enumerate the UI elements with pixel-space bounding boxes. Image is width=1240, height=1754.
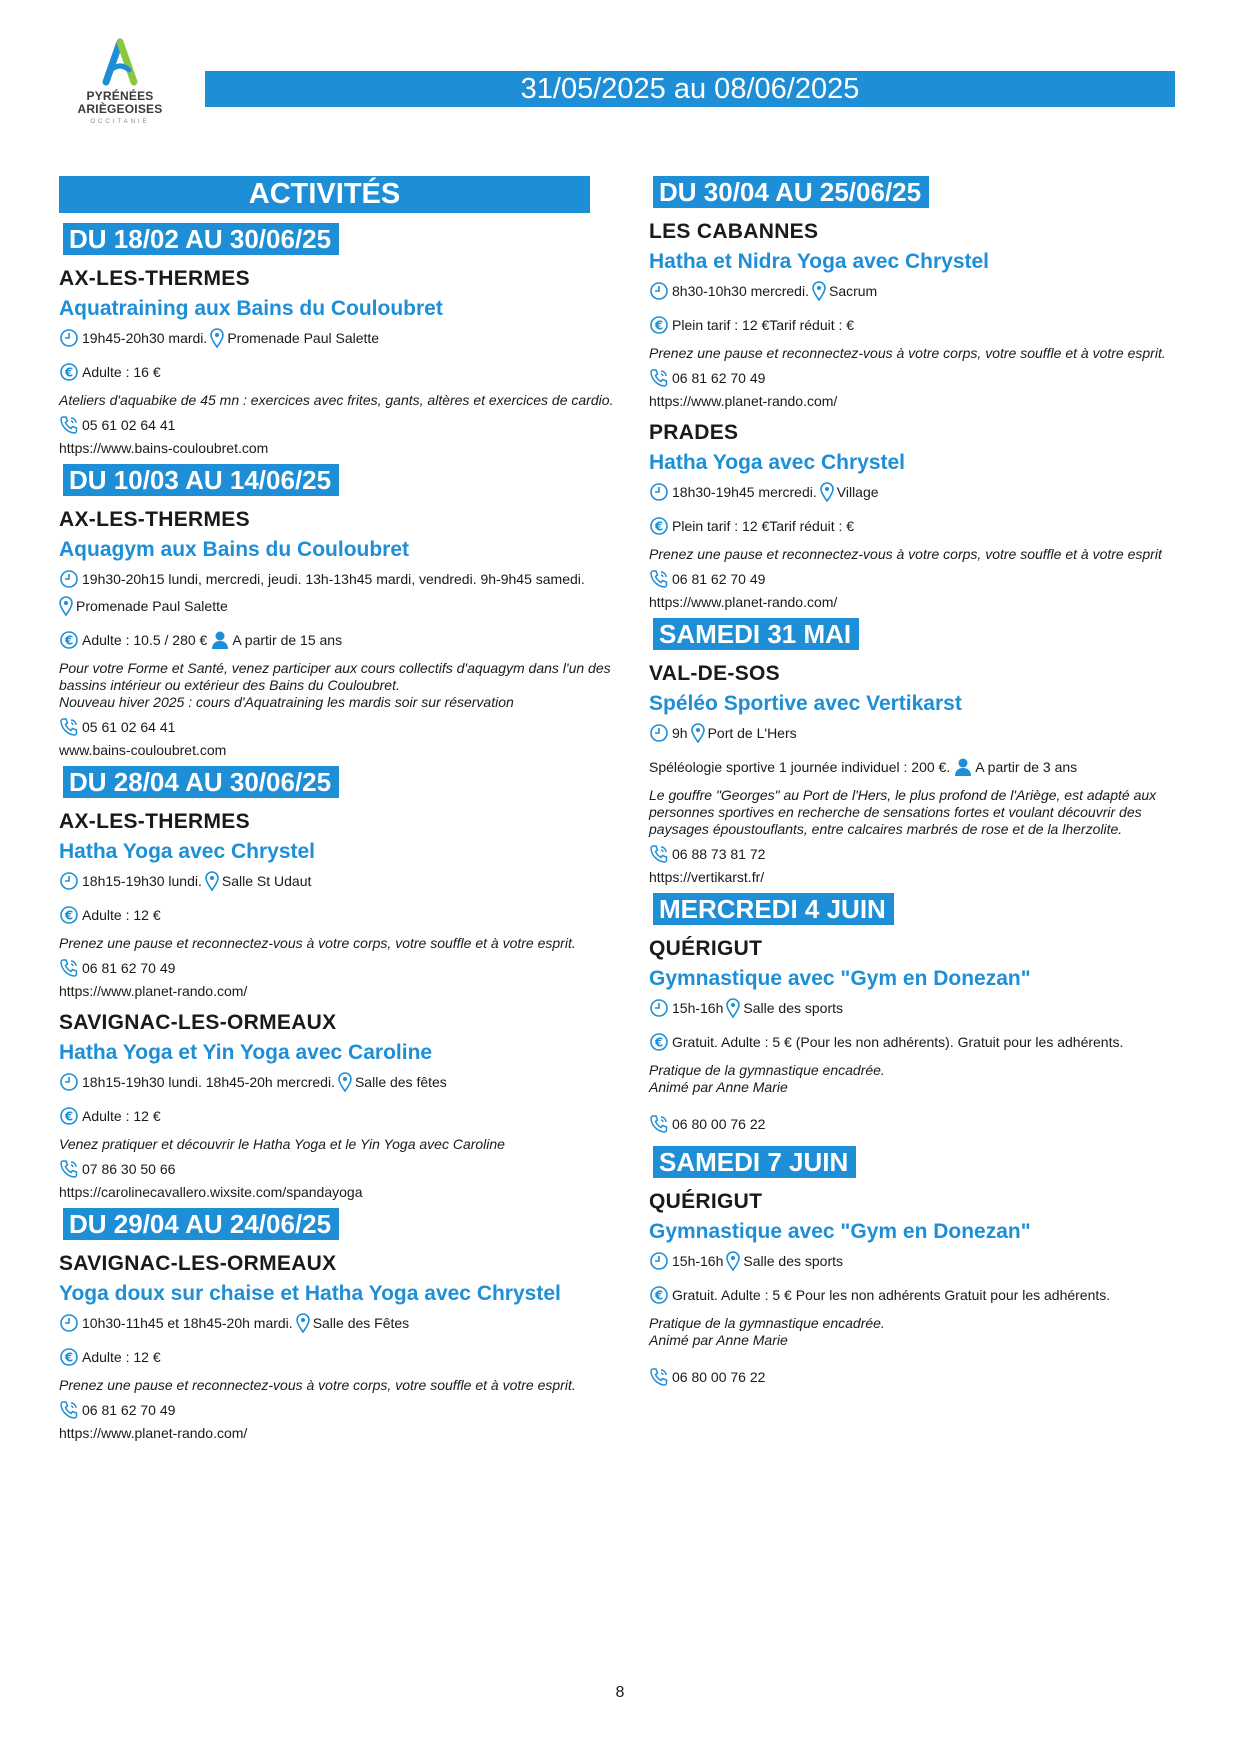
phone-icon — [649, 368, 669, 388]
phone-icon — [59, 415, 79, 435]
phone-icon — [59, 1159, 79, 1179]
event-phone-row — [649, 1114, 1189, 1134]
euro-icon — [59, 630, 79, 650]
svg-text:€: € — [654, 519, 664, 534]
event-city: VAL-DE-SOS — [649, 662, 780, 685]
event-price: Adulte : 12 € — [82, 1349, 161, 1365]
euro-icon — [649, 1285, 669, 1305]
event-time: 15h-16h — [672, 1000, 724, 1016]
euro-icon — [59, 362, 79, 382]
svg-text:€: € — [64, 1109, 74, 1124]
event-phone[interactable]: 06 80 00 76 22 — [672, 1116, 766, 1132]
clock-icon — [59, 569, 79, 589]
logo-line-1: PYRÉNÉES — [86, 89, 154, 103]
section-date-header: MERCREDI 4 JUIN — [653, 893, 894, 925]
location-pin-icon — [210, 328, 224, 348]
event-phone[interactable]: 06 81 62 70 49 — [82, 960, 176, 976]
event-place: Salle des Fêtes — [312, 1315, 410, 1331]
event-phone-row — [649, 1367, 1189, 1387]
logo-line-3: OCCITANIE — [90, 119, 150, 125]
event-phone-row — [59, 1159, 619, 1179]
event-price-row — [649, 757, 1189, 777]
event-city: LES CABANNES — [649, 220, 819, 243]
location-pin-icon — [205, 871, 219, 891]
date-range-banner: 31/05/2025 au 08/06/2025 — [205, 71, 1175, 107]
left-column — [59, 176, 619, 1441]
event-phone-row — [59, 415, 619, 435]
event-price-row — [59, 630, 619, 650]
event-price: Adulte : 16 € — [82, 364, 161, 380]
logo — [70, 38, 170, 125]
event-price: Adulte : 10.5 / 280 € — [82, 632, 208, 648]
location-pin-icon — [820, 482, 834, 502]
svg-text:€: € — [654, 1035, 664, 1050]
event-place: Salle des fêtes — [354, 1074, 447, 1090]
clock-icon — [649, 998, 669, 1018]
event-age: A partir de 15 ans — [232, 632, 343, 648]
page-number: 8 — [615, 1684, 625, 1701]
section-date-header: DU 10/03 AU 14/06/25 — [63, 464, 339, 496]
event-phone[interactable]: 06 80 00 76 22 — [672, 1369, 766, 1385]
event-time-place — [649, 723, 1189, 743]
phone-icon — [59, 1400, 79, 1420]
event-age: A partir de 3 ans — [975, 759, 1078, 775]
event-phone[interactable]: 05 61 02 64 41 — [82, 719, 176, 735]
event-title: Aquagym aux Bains du Couloubret — [59, 538, 410, 561]
euro-icon — [649, 1032, 669, 1052]
event-time-place — [59, 1313, 619, 1333]
event-title: Gymnastique avec "Gym en Donezan" — [649, 1220, 1031, 1243]
phone-icon — [649, 1367, 669, 1387]
location-pin-icon — [726, 1251, 740, 1271]
event-time-place — [649, 1251, 1189, 1271]
event-description-line: Animé par Anne Marie — [649, 1332, 788, 1348]
event-title: Gymnastique avec "Gym en Donezan" — [649, 967, 1031, 990]
clock-icon — [649, 723, 669, 743]
event-description-line: Pratique de la gymnastique encadrée. — [649, 1315, 885, 1331]
logo-mark-icon — [98, 38, 142, 90]
event-price: Adulte : 12 € — [82, 907, 161, 923]
event-phone-row — [59, 717, 619, 737]
svg-text:€: € — [64, 633, 74, 648]
event-time: 18h15-19h30 lundi. 18h45-20h mercredi. — [82, 1074, 335, 1090]
event-time-place — [649, 998, 1189, 1018]
event-city: SAVIGNAC-LES-ORMEAUX — [59, 1252, 337, 1275]
event-title: Aquatraining aux Bains du Couloubret — [59, 297, 443, 320]
event-price-row — [59, 1347, 619, 1367]
section-date-header: DU 18/02 AU 30/06/25 — [63, 223, 339, 255]
event-price-row — [59, 1106, 619, 1126]
event-description: Le gouffre "Georges" au Port de l'Hers, le plus profond de l'Ariège, est adapté aux personnes sportives en recherche de sensations fortes et voulant découvrir des paysages époustouflants, entre calcaires marbrés de rose et de la lherzolite. — [649, 787, 1157, 837]
logo-line-2: ARIÈGEOISES — [77, 102, 163, 116]
event-city: AX-LES-THERMES — [59, 508, 250, 531]
event-phone[interactable]: 06 81 62 70 49 — [82, 1402, 176, 1418]
location-pin-icon — [59, 596, 73, 616]
event-price: Gratuit. Adulte : 5 € (Pour les non adhérents). Gratuit pour les adhérents. — [672, 1034, 1124, 1050]
svg-text:€: € — [654, 318, 664, 333]
section-date-header: DU 29/04 AU 24/06/25 — [63, 1208, 339, 1240]
section-date-header: SAMEDI 31 MAI — [653, 618, 859, 650]
event-place: Port de L'Hers — [707, 725, 797, 741]
clock-icon — [59, 1072, 79, 1092]
event-city: AX-LES-THERMES — [59, 810, 250, 833]
event-url[interactable]: https://www.planet-rando.com/ — [649, 393, 838, 409]
event-time-place — [649, 482, 1189, 502]
event-city: SAVIGNAC-LES-ORMEAUX — [59, 1011, 337, 1034]
activities-title: ACTIVITÉS — [59, 176, 590, 213]
event-place-row — [59, 596, 619, 616]
phone-icon — [649, 1114, 669, 1134]
location-pin-icon — [812, 281, 826, 301]
event-price-row — [649, 1285, 1189, 1305]
location-pin-icon — [726, 998, 740, 1018]
event-url[interactable]: www.bains-couloubret.com — [59, 742, 227, 758]
section-date-header: DU 28/04 AU 30/06/25 — [63, 766, 339, 798]
event-price-row — [649, 315, 1189, 335]
clock-icon — [59, 328, 79, 348]
euro-icon — [59, 1106, 79, 1126]
event-price-row — [59, 362, 619, 382]
event-time: 18h30-19h45 mercredi. — [672, 484, 817, 500]
location-pin-icon — [296, 1313, 310, 1333]
event-place: Village — [836, 484, 879, 500]
clock-icon — [649, 1251, 669, 1271]
event-title: Yoga doux sur chaise et Hatha Yoga avec Chrystel — [59, 1282, 561, 1305]
event-price: Plein tarif : 12 €Tarif réduit : € — [672, 518, 855, 534]
event-city: QUÉRIGUT — [649, 937, 763, 960]
event-time: 19h30-20h15 lundi, mercredi, jeudi. 13h-13h45 mardi, vendredi. 9h-9h45 samedi. — [82, 571, 585, 587]
clock-icon — [59, 871, 79, 891]
event-phone-row — [649, 569, 1189, 589]
event-place: Sacrum — [828, 283, 878, 299]
event-time: 9h — [672, 725, 688, 741]
event-time-place — [59, 871, 619, 891]
event-place: Promenade Paul Salette — [76, 598, 228, 614]
euro-icon — [59, 905, 79, 925]
event-phone[interactable]: 06 81 62 70 49 — [672, 571, 766, 587]
event-time-row — [59, 569, 619, 589]
event-price-row — [649, 1032, 1189, 1052]
event-time: 15h-16h — [672, 1253, 724, 1269]
event-url[interactable]: https://carolinecavallero.wixsite.com/spandayoga — [59, 1184, 363, 1200]
clock-icon — [649, 281, 669, 301]
event-price: Plein tarif : 12 €Tarif réduit : € — [672, 317, 855, 333]
phone-icon — [59, 717, 79, 737]
event-phone[interactable]: 06 81 62 70 49 — [672, 370, 766, 386]
event-description — [59, 660, 619, 711]
section-date-header: SAMEDI 7 JUIN — [653, 1146, 856, 1178]
event-url[interactable]: https://vertikarst.fr/ — [649, 869, 765, 885]
event-time-place — [649, 281, 1189, 301]
event-title: Spéléo Sportive avec Vertikarst — [649, 692, 962, 715]
event-city: PRADES — [649, 421, 739, 444]
event-description: Prenez une pause et reconnectez-vous à votre corps, votre souffle et à votre esprit. — [59, 1377, 576, 1393]
event-description-line: Pratique de la gymnastique encadrée. — [649, 1062, 885, 1078]
person-icon — [954, 757, 972, 777]
event-place: Promenade Paul Salette — [227, 330, 380, 346]
svg-text:€: € — [64, 1350, 74, 1365]
event-phone-row — [59, 1400, 619, 1420]
phone-icon — [649, 844, 669, 864]
phone-icon — [649, 569, 669, 589]
event-place: Salle des sports — [743, 1000, 843, 1016]
event-place: Salle St Udaut — [221, 873, 312, 889]
event-price: Spéléologie sportive 1 journée individuel : 200 €. — [649, 759, 951, 775]
event-description: Ateliers d'aquabike de 45 mn : exercices avec frites, gants, altères et exercices de cardio. — [59, 392, 614, 408]
section-date-header: DU 30/04 AU 25/06/25 — [653, 176, 929, 208]
event-title: Hatha Yoga avec Chrystel — [59, 840, 315, 863]
event-time: 10h30-11h45 et 18h45-20h mardi. — [82, 1315, 293, 1331]
event-url[interactable]: https://www.planet-rando.com/ — [59, 983, 248, 999]
svg-text:€: € — [64, 365, 74, 380]
event-title: Hatha Yoga avec Chrystel — [649, 451, 905, 474]
event-description: Prenez une pause et reconnectez-vous à votre corps, votre souffle et à votre esprit — [649, 546, 1162, 562]
phone-icon — [59, 958, 79, 978]
svg-text:€: € — [64, 908, 74, 923]
event-description: Venez pratiquer et découvrir le Hatha Yoga et le Yin Yoga avec Caroline — [59, 1136, 505, 1152]
euro-icon — [59, 1347, 79, 1367]
event-description-line: Animé par Anne Marie — [649, 1079, 788, 1095]
event-price: Gratuit. Adulte : 5 € Pour les non adhérents Gratuit pour les adhérents. — [672, 1287, 1111, 1303]
event-title: Hatha et Nidra Yoga avec Chrystel — [649, 250, 990, 273]
event-time-place — [59, 1072, 619, 1092]
location-pin-icon — [338, 1072, 352, 1092]
event-time: 18h15-19h30 lundi. — [82, 873, 202, 889]
event-price-row — [649, 516, 1189, 536]
event-phone[interactable]: 05 61 02 64 41 — [82, 417, 176, 433]
location-pin-icon — [691, 723, 705, 743]
event-description — [649, 1315, 1189, 1349]
event-url[interactable]: https://www.planet-rando.com/ — [649, 594, 838, 610]
clock-icon — [649, 482, 669, 502]
event-description: Prenez une pause et reconnectez-vous à votre corps, votre souffle et à votre esprit. — [649, 345, 1166, 361]
event-place: Salle des sports — [743, 1253, 843, 1269]
event-description — [649, 1062, 1189, 1096]
event-description: Prenez une pause et reconnectez-vous à votre corps, votre souffle et à votre esprit. — [59, 935, 576, 951]
event-phone-row — [59, 958, 619, 978]
event-price-row — [59, 905, 619, 925]
euro-icon — [649, 315, 669, 335]
event-description-line: Nouveau hiver 2025 : cours d'Aquatraining les mardis soir sur réservation — [59, 694, 514, 710]
event-url[interactable]: https://www.bains-couloubret.com — [59, 440, 269, 456]
right-column — [649, 176, 1189, 1387]
euro-icon — [649, 516, 669, 536]
clock-icon — [59, 1313, 79, 1333]
svg-text:€: € — [654, 1288, 664, 1303]
event-time: 19h45-20h30 mardi. — [82, 330, 208, 346]
event-time-place — [59, 328, 619, 348]
event-description-line: Pour votre Forme et Santé, venez participer aux cours collectifs d'aquagym dans l'un des bassins intérieur ou extérieur des Bains du Couloubret. — [59, 660, 611, 693]
event-phone-row — [649, 368, 1189, 388]
person-icon — [211, 630, 229, 650]
event-phone[interactable]: 07 86 30 50 66 — [82, 1161, 176, 1177]
event-phone-row — [649, 844, 1189, 864]
event-url[interactable]: https://www.planet-rando.com/ — [59, 1425, 248, 1441]
event-price: Adulte : 12 € — [82, 1108, 161, 1124]
event-phone[interactable]: 06 88 73 81 72 — [672, 846, 766, 862]
event-city: AX-LES-THERMES — [59, 267, 250, 290]
event-city: QUÉRIGUT — [649, 1190, 763, 1213]
event-time: 8h30-10h30 mercredi. — [672, 283, 809, 299]
event-title: Hatha Yoga et Yin Yoga avec Caroline — [59, 1041, 433, 1064]
